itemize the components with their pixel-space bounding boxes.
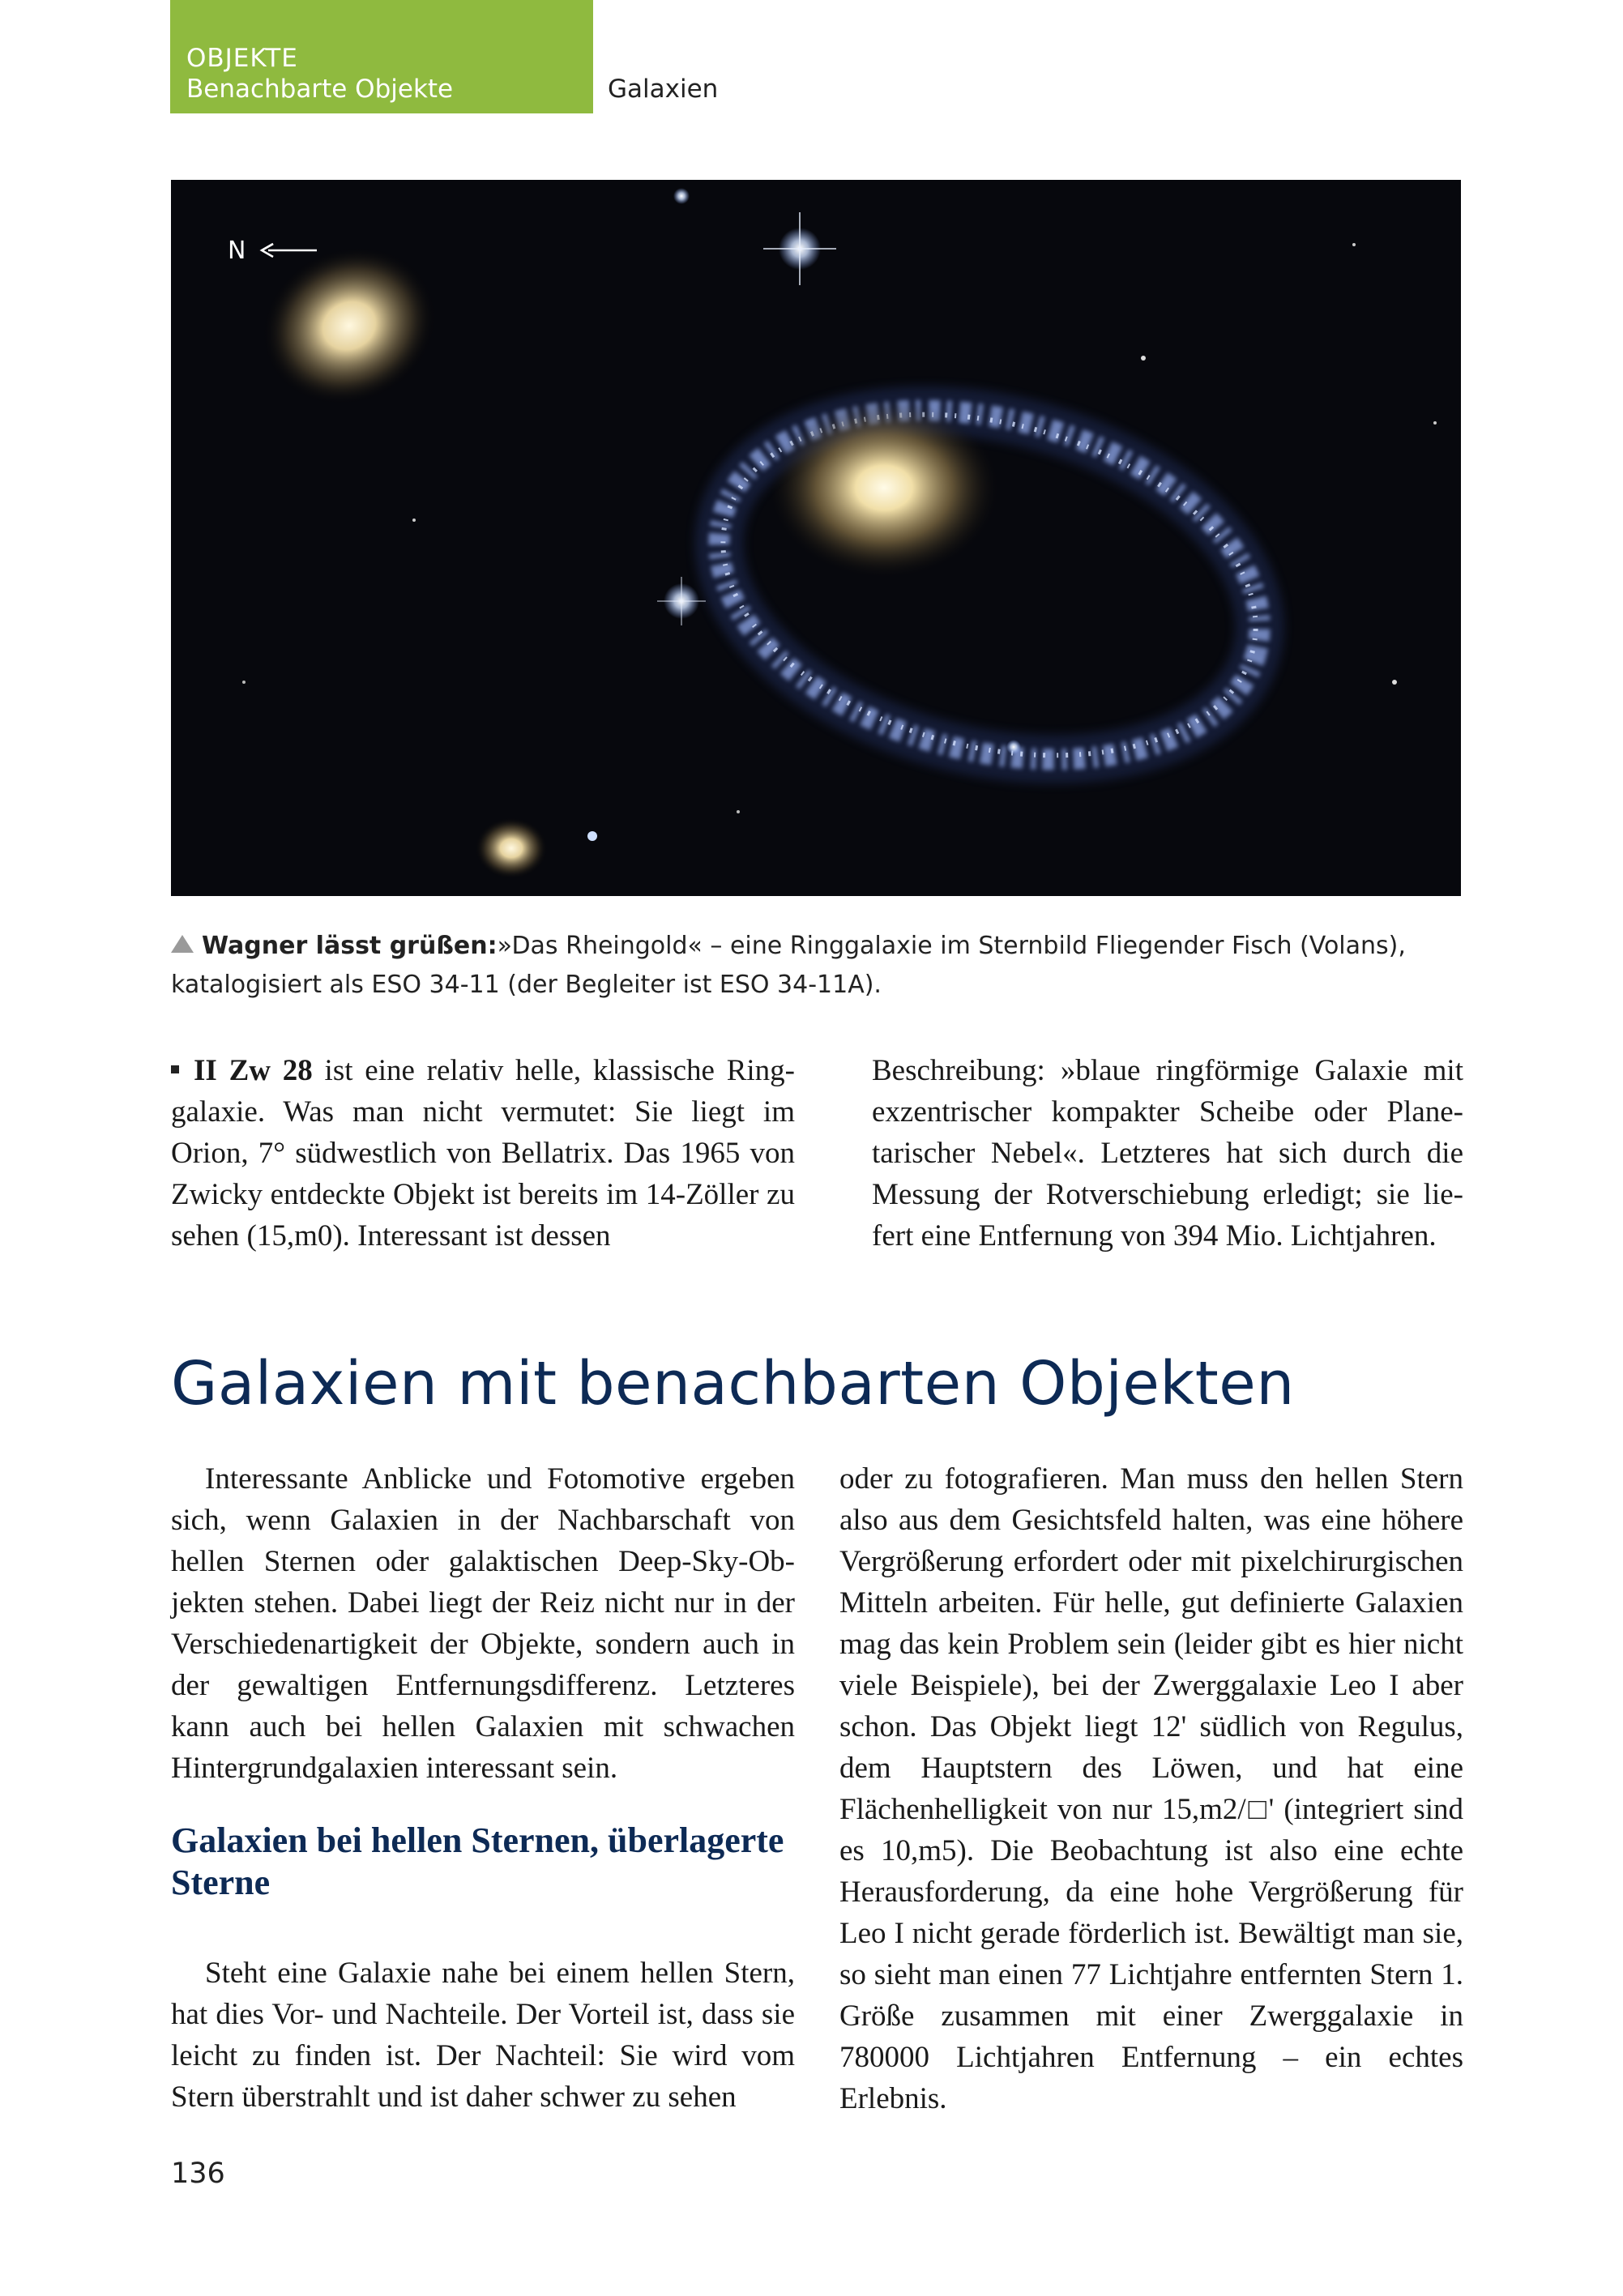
page-number: 136 — [171, 2157, 225, 2190]
chapter-subcategory: Benachbarte Objekte — [186, 75, 454, 104]
sub-heading: Galaxien bei hellen Sternen, überlagerte Sterne — [171, 1820, 784, 1902]
caption-lead: Wagner lässt grüßen: — [202, 932, 498, 960]
left-paragraph-2 — [171, 1952, 795, 2118]
right-paragraph — [839, 1458, 1463, 2119]
bullet-text: ist eine relativ helle, klassische Ringgalaxie. Was man nicht vermutet: Sie liegt im Orion, 7° südwestlich von Bellatrix. Das 1965 von Zwicky entdeckte Objekt ist bereits im 14-Zöller zu sehen (15,m0). Interessant ist dessen — [171, 1054, 795, 1253]
bullet-lead: II Zw 28 — [194, 1054, 313, 1087]
bullet-item — [171, 1050, 795, 1257]
main-heading: Galaxien mit benachbarten Objekten — [171, 1349, 1295, 1419]
bullet-square-icon — [171, 1065, 179, 1073]
caption-triangle-icon — [171, 935, 194, 953]
north-label: N — [228, 237, 246, 265]
left-paragraph-2-text: Steht eine Galaxie nahe bei einem hellen Stern, hat dies Vor- und Nachteile. Der Vorteil ist, dass sie leicht zu finden ist. Der Nachteil: Sie wird vom Stern überstrahlt und ist daher schwer zu sehen — [171, 1957, 795, 2114]
galaxy-photo — [171, 180, 1461, 896]
right-paragraph-text: oder zu fotografieren. Man muss den hellen Stern also aus dem Gesichtsfeld halten, was eine höhere Vergrößerung erfordert oder mit pixelchirurgischen Mitteln arbeiten. Für helle, gut definierte Galaxien mag das kein Problem sein (leider gibt es hier nicht viele Beispiele), bei der Zwerggalaxie Leo I aber schon. Das Objekt liegt 12' südlich von Regulus, dem Hauptstern des Löwen, und hat eine Flächenhelligkeit von nur 15,m2/□' (integriert sind es 10,m5). Die Beobachtung ist also eine echte Herausforderung, da eine hohe Vergrößerung für Leo I nicht gerade förderlich ist. Bewältigt man sie, so sieht man einen 77 Lichtjahre entfernten Stern 1. Größe zusammen mit einer Zwerggalaxie in 780000 Lichtjahren Entfernung – ein echtes Erlebnis. — [839, 1462, 1463, 2115]
photo-caption — [171, 927, 1467, 1005]
section-title: Galaxien — [608, 75, 719, 104]
chapter-category: OBJEKTE — [186, 44, 298, 73]
right-top-paragraph — [872, 1050, 1463, 1257]
caption-text: »Das Rheingold« – eine Ringgalaxie im Sternbild Fliegender Fisch (Volans), katalogisiert als ESO 34-11 (der Begleiter ist ESO 34-11A). — [171, 932, 1406, 999]
chapter-tab — [170, 0, 593, 113]
right-top-text: Beschreibung: »blaue ringförmige Galaxie mit exzentrischer kompakter Scheibe oder Planetarischer Nebel«. Letzteres hat sich durch die Messung der Rotverschiebung erledigt; sie liefert eine Entfernung von 394 Mio. Lichtjahren. — [872, 1054, 1463, 1253]
left-paragraph-1-text: Interessante Anblicke und Fotomotive ergeben sich, wenn Galaxien in der Nachbarschaft von hellen Sternen oder galaktischen Deep-Sky-Objekten stehen. Dabei liegt der Reiz nicht nur in der Verschiedenartigkeit der Objekte, sondern auch in der gewaltigen Entfernungsdifferenz. Letzteres kann auch bei hellen Galaxien mit schwachen Hintergrundgalaxien interessant sein. — [171, 1462, 795, 1785]
left-paragraph-1 — [171, 1458, 795, 1789]
